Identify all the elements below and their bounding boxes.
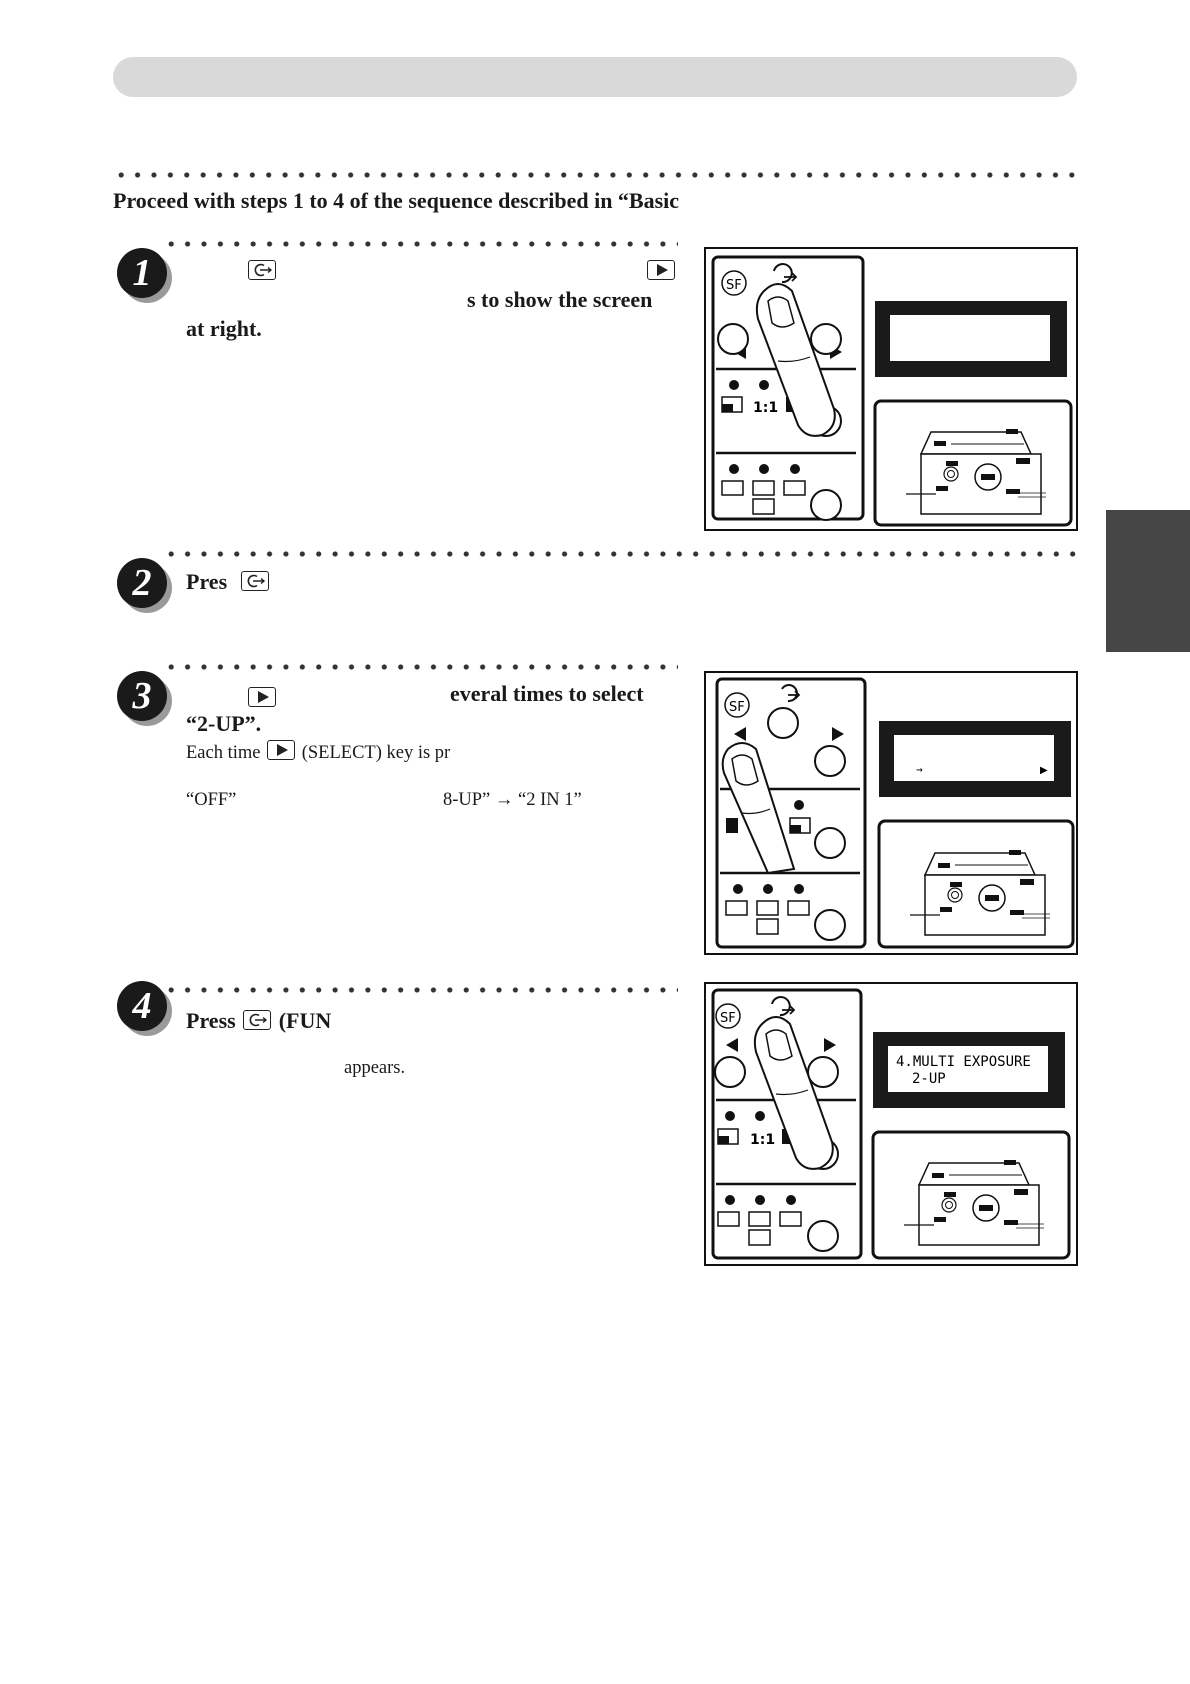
lcd-arrow: → bbox=[916, 763, 923, 776]
step4-note: appears. bbox=[344, 1058, 406, 1078]
step2-text bbox=[186, 569, 271, 595]
ratio-label: 1:1 bbox=[750, 1132, 776, 1148]
select-key-icon bbox=[645, 260, 677, 283]
step3-note-pre: Each time bbox=[186, 743, 261, 763]
lcd-pointer: ▶ bbox=[1040, 765, 1048, 776]
step-number-3: 3 bbox=[117, 671, 167, 721]
sf-label: SF bbox=[726, 278, 742, 293]
dotted-rule bbox=[113, 172, 1077, 178]
step4-label-pre: Press bbox=[186, 1008, 236, 1033]
step-number-2: 2 bbox=[117, 558, 167, 608]
step3-note-post: (SELECT) key is pr bbox=[301, 743, 451, 763]
dotted-rule bbox=[163, 664, 678, 670]
step3-text-line1: everal times to select bbox=[450, 681, 644, 706]
function-key-icon bbox=[243, 1010, 271, 1030]
sf-label: SF bbox=[729, 700, 745, 715]
step-number-4: 4 bbox=[117, 981, 167, 1031]
operation-panel-illustration bbox=[706, 984, 1076, 1264]
lcd-line-1: 4.MULTI EXPOSURE bbox=[896, 1054, 1031, 1070]
step3-text-line2: “2-UP”. bbox=[186, 711, 262, 736]
step4-label-post: (FUN bbox=[278, 1008, 332, 1033]
dotted-rule bbox=[163, 241, 678, 247]
step4-figure bbox=[704, 982, 1078, 1266]
step3-figure bbox=[704, 671, 1078, 955]
function-key-icon bbox=[246, 260, 278, 283]
step3-note-off: “OFF” bbox=[186, 790, 237, 810]
step1-figure bbox=[704, 247, 1078, 531]
printer-icon bbox=[904, 1160, 1044, 1245]
step-number-1: 1 bbox=[117, 248, 167, 298]
sf-label: SF bbox=[720, 1011, 736, 1026]
dotted-rule bbox=[163, 551, 1077, 557]
chapter-tab bbox=[1106, 510, 1190, 652]
intro-text: Proceed with steps 1 to 4 of the sequence described in “Basic bbox=[113, 188, 680, 213]
step1-text-line2: at right. bbox=[186, 316, 262, 341]
select-key-icon bbox=[246, 687, 278, 710]
step3-note-line1 bbox=[186, 740, 450, 764]
select-key-icon bbox=[267, 740, 295, 760]
function-key-icon bbox=[241, 571, 269, 591]
lcd-line-2: 2-UP bbox=[912, 1071, 946, 1087]
step4-text bbox=[186, 1008, 331, 1034]
step3-note-sequence: 8-UP” → “2 IN 1” bbox=[443, 790, 582, 810]
ratio-label: 1:1 bbox=[753, 400, 779, 416]
header-bar bbox=[113, 57, 1077, 97]
step1-text-line1: s to show the screen bbox=[467, 287, 653, 312]
operation-panel-illustration bbox=[706, 249, 1076, 529]
dotted-rule bbox=[163, 987, 678, 993]
printer-icon bbox=[906, 429, 1046, 514]
operation-panel-illustration bbox=[706, 673, 1076, 953]
printer-icon bbox=[910, 850, 1050, 935]
step2-label: Pres bbox=[186, 569, 228, 594]
